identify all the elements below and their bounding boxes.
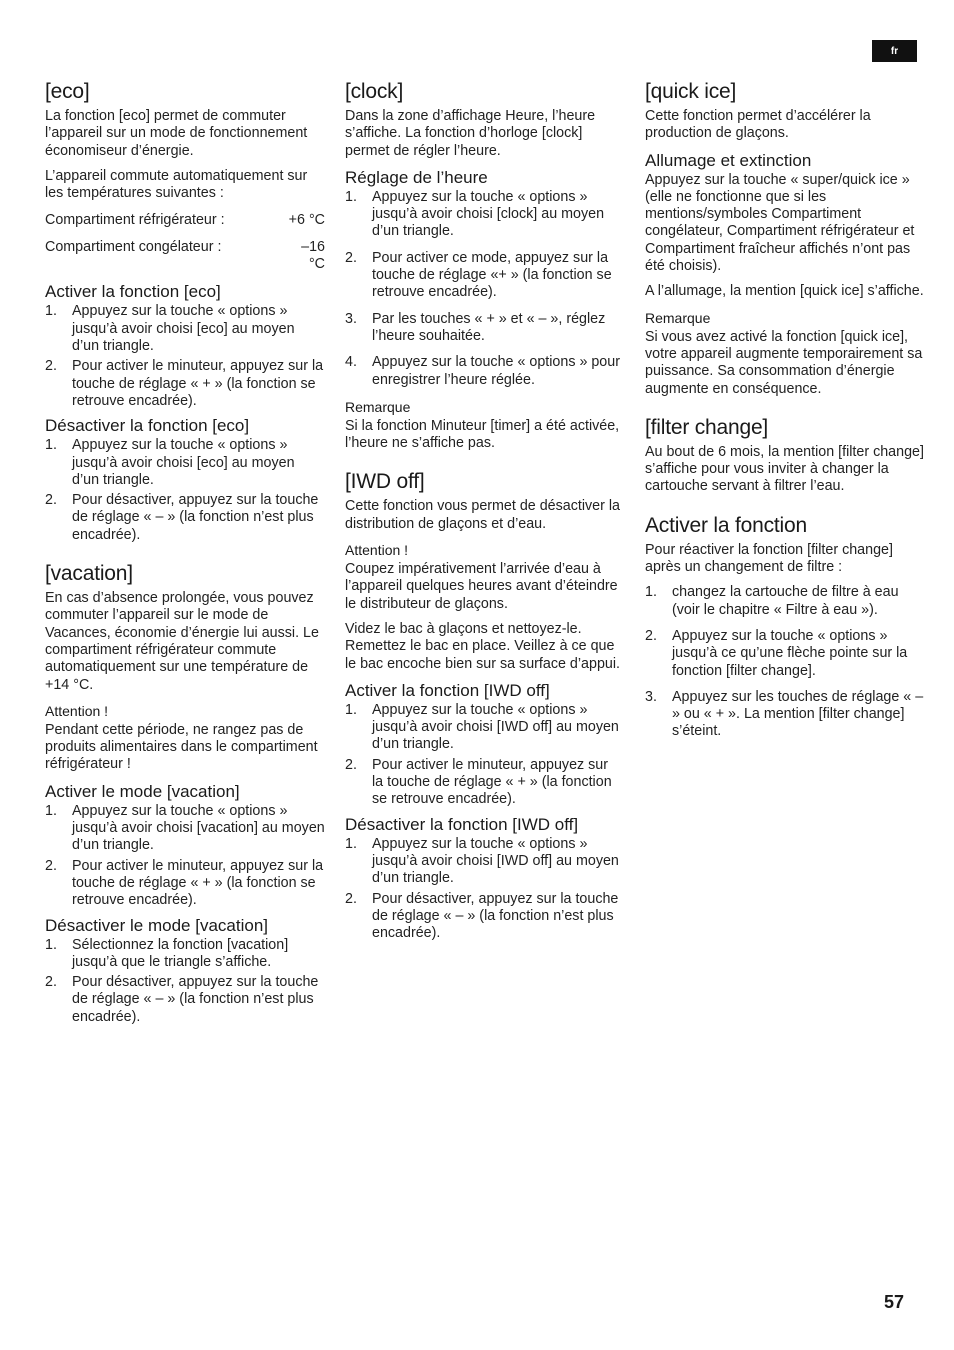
step-number: 2. — [645, 627, 657, 644]
section-heading-iwd: [IWD off] — [345, 470, 425, 494]
step-text: Appuyez sur la touche « options » jusqu’à avoir choisi [clock] au moyen d’un triangle. — [372, 188, 605, 240]
eco-temps-intro: L’appareil commute automatiquement sur les températures suivantes : — [45, 167, 308, 202]
subheading-deactivate-eco: Désactiver la fonction [eco] — [45, 416, 250, 436]
step-number: 1. — [345, 835, 357, 852]
list-item — [645, 628, 927, 680]
step-text: Pour activer ce mode, appuyez sur la touche de réglage «+ » (la fonction se retrouve encadrée). — [372, 249, 612, 301]
section-heading-quick-ice: [quick ice] — [645, 80, 737, 103]
language-tag: fr — [872, 40, 917, 62]
step-number: 1. — [345, 701, 357, 718]
steps-activate-eco — [45, 303, 325, 410]
list-item — [45, 937, 325, 972]
steps-filter-reset — [645, 584, 927, 740]
list-item — [645, 689, 927, 741]
step-number: 2. — [45, 974, 57, 991]
step-text: Appuyez sur la touche « options » jusqu’à avoir choisi [IWD off] au moyen d’un triangle. — [372, 701, 619, 753]
column-left — [45, 80, 325, 1032]
attention-text: Pendant cette période, ne rangez pas de produits alimentaires dans le compartiment réfrigérateur ! — [45, 721, 318, 773]
list-item — [45, 303, 325, 355]
list-item — [45, 974, 325, 1026]
step-number: 1. — [45, 303, 57, 320]
section-heading-clock: [clock] — [345, 80, 404, 103]
steps-activate-iwd — [345, 702, 623, 809]
step-number: 2. — [45, 358, 57, 375]
steps-deactivate-vacation — [45, 937, 325, 1026]
step-number: 2. — [345, 756, 357, 773]
temp-label: Compartiment congélateur : — [45, 239, 222, 256]
quick-ice-intro: Cette fonction permet d’accélérer la production de glaçons. — [645, 108, 871, 142]
step-text: Appuyez sur la touche « options » pour enregistrer l’heure réglée. — [372, 354, 620, 388]
page-number: 57 — [884, 1292, 905, 1312]
step-number: 3. — [345, 310, 357, 327]
list-item — [345, 891, 623, 943]
step-text: Pour activer le minuteur, appuyez sur la touche de réglage « + » (la fonction se retrouve encadrée). — [372, 756, 612, 808]
step-text: Pour désactiver, appuyez sur la touche de réglage « – » (la fonction n’est plus encadrée). — [372, 890, 619, 942]
steps-clock — [345, 189, 623, 389]
attention-label: Attention ! — [345, 542, 409, 559]
quick-ice-instructions: Appuyez sur la touche « super/quick ice » (elle ne fonctionne que si les mentions/symboles Compartiment congélateur, Compartiment réfrigérateur et Compartiment fraîcheur affichés n’ont pas été choisis). — [645, 171, 915, 275]
attention-text: Coupez impérativement l’arrivée d’eau à l’appareil quelques heures avant d’éteindre le distributeur de glaçons. — [345, 561, 618, 612]
list-item — [345, 354, 623, 389]
step-text: Pour désactiver, appuyez sur la touche de réglage « – » (la fonction n’est plus encadrée). — [72, 974, 319, 1025]
list-item — [345, 836, 623, 888]
list-item — [45, 437, 325, 489]
subheading-activate-iwd: Activer la fonction [IWD off] — [345, 680, 550, 700]
note-text: Si vous avez activé la fonction [quick ice], votre appareil augmente temporairement sa puissance. Sa consommation d’énergie augmente en conséquence. — [645, 328, 923, 397]
step-text: Appuyez sur les touches de réglage « – » ou « + ». La mention [filter change] s’éteint. — [672, 688, 924, 740]
note-label: Remarque — [345, 398, 411, 415]
temp-row-fridge — [45, 212, 325, 229]
iwd-instructions: Videz le bac à glaçons et nettoyez-le. Remettez le bac en place. Veillez à ce que le bac encoche bien sur sa surface d’appui. — [345, 620, 620, 672]
step-number: 2. — [45, 492, 57, 509]
subheading-clock-setting: Réglage de l’heure — [345, 167, 488, 187]
activate-intro: Pour réactiver la fonction [filter change] après un changement de filtre : — [645, 541, 893, 576]
clock-intro: Dans la zone d’affichage Heure, l’heure s’affiche. La fonction d’horloge [clock] permet de régler l’heure. — [345, 108, 596, 159]
column-middle — [345, 80, 623, 948]
subheading-activate-vacation: Activer le mode [vacation] — [45, 781, 240, 801]
list-item — [345, 189, 623, 241]
step-text: Appuyez sur la touche « options » jusqu’à avoir choisi [eco] au moyen d’un triangle. — [72, 303, 295, 355]
step-text: Pour désactiver, appuyez sur la touche de réglage « – » (la fonction n’est plus encadrée). — [72, 492, 319, 543]
eco-intro: La fonction [eco] permet de commuter l’appareil sur un mode de fonctionnement économiseur d’énergie. — [45, 108, 308, 159]
section-heading-vacation: [vacation] — [45, 562, 133, 586]
step-number: 3. — [645, 688, 657, 705]
subheading-activate-eco: Activer la fonction [eco] — [45, 282, 221, 302]
step-number: 1. — [645, 584, 657, 601]
column-right — [645, 80, 927, 750]
list-item — [45, 858, 325, 910]
section-heading-activate: Activer la fonction — [645, 513, 807, 537]
section-heading-filter-change: [filter change] — [645, 415, 769, 439]
step-number: 2. — [45, 857, 57, 874]
subheading-on-off: Allumage et extinction — [645, 150, 812, 170]
step-number: 1. — [45, 802, 57, 819]
list-item — [345, 311, 623, 346]
step-text: Appuyez sur la touche « options » jusqu’à avoir choisi [vacation] au moyen d’un triangle. — [72, 802, 325, 854]
list-item — [45, 358, 325, 410]
step-text: Par les touches « + » et « – », réglez l’heure souhaitée. — [372, 310, 606, 344]
vacation-intro: En cas d’absence prolongée, vous pouvez commuter l’appareil sur le mode de Vacances, économie d’énergie lui aussi. Le compartiment réfrigérateur commute automatiquement sur une température de +14 °C. — [45, 590, 319, 693]
list-item — [45, 803, 325, 855]
step-number: 1. — [45, 437, 57, 454]
step-text: Appuyez sur la touche « options » jusqu’à ce qu’une flèche pointe sur la fonction [filter change]. — [672, 627, 908, 679]
step-number: 1. — [45, 936, 57, 953]
list-item — [45, 492, 325, 544]
list-item — [345, 702, 623, 754]
note-text: Si la fonction Minuteur [timer] a été activée, l’heure ne s’affiche pas. — [345, 417, 620, 452]
list-item — [345, 250, 623, 302]
temp-label: Compartiment réfrigérateur : — [45, 212, 225, 229]
temp-row-freezer — [45, 239, 325, 273]
step-number: 1. — [345, 188, 357, 205]
step-text: changez la cartouche de filtre à eau (voir le chapitre « Filtre à eau »). — [672, 584, 899, 618]
steps-deactivate-eco — [45, 437, 325, 544]
filter-change-intro: Au bout de 6 mois, la mention [filter change] s’affiche pour vous inviter à changer la cartouche servant à filtrer l’eau. — [645, 443, 924, 495]
step-text: Sélectionnez la fonction [vacation] jusqu’à que le triangle s’affiche. — [72, 936, 289, 970]
attention-label: Attention ! — [45, 702, 109, 719]
subheading-deactivate-vacation: Désactiver le mode [vacation] — [45, 915, 268, 935]
step-text: Pour activer le minuteur, appuyez sur la touche de réglage « + » (la fonction se retrouve encadrée). — [72, 358, 324, 409]
temp-value: +6 °C — [288, 212, 325, 229]
step-text: Appuyez sur la touche « options » jusqu’à avoir choisi [IWD off] au moyen d’un triangle. — [372, 835, 619, 887]
steps-activate-vacation — [45, 803, 325, 910]
list-item — [345, 757, 623, 809]
step-number: 2. — [345, 890, 357, 907]
step-text: Appuyez sur la touche « options » jusqu’à avoir choisi [eco] au moyen d’un triangle. — [72, 437, 295, 488]
quick-ice-display-note: A l’allumage, la mention [quick ice] s’affiche. — [645, 283, 924, 300]
step-text: Pour activer le minuteur, appuyez sur la touche de réglage « + » (la fonction se retrouve encadrée). — [72, 857, 324, 909]
list-item — [645, 584, 927, 619]
subheading-deactivate-iwd: Désactiver la fonction [IWD off] — [345, 814, 579, 834]
section-heading-eco: [eco] — [45, 80, 90, 103]
note-label: Remarque — [645, 309, 711, 326]
step-number: 4. — [345, 354, 357, 371]
steps-deactivate-iwd — [345, 836, 623, 943]
temp-value: –16 °C — [301, 239, 325, 273]
step-number: 2. — [345, 249, 357, 266]
iwd-intro: Cette fonction vous permet de désactiver la distribution de glaçons et d’eau. — [345, 498, 620, 532]
